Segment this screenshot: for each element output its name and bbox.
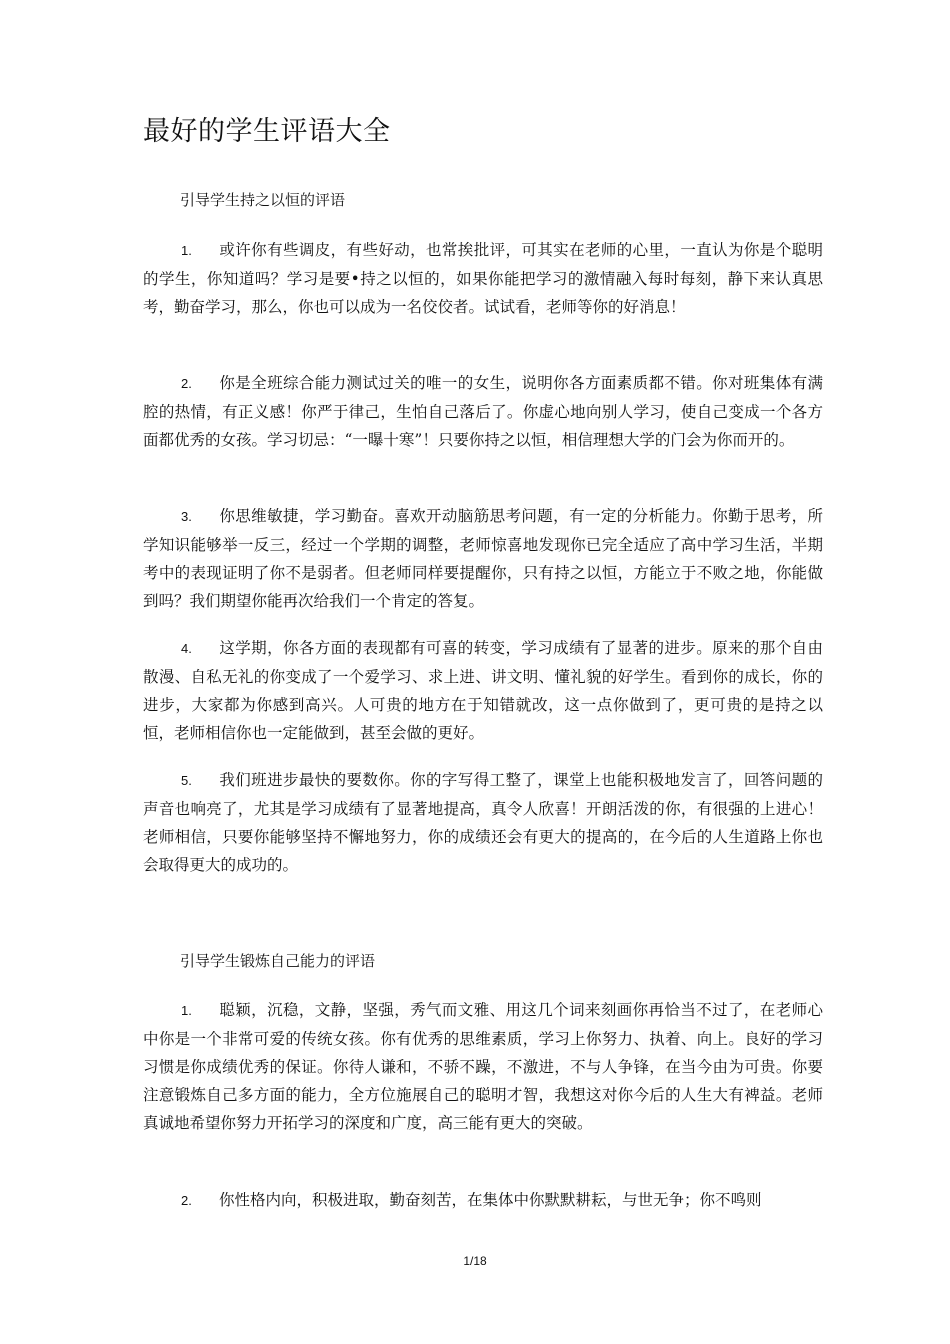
comment-paragraph: [143, 1186, 823, 1215]
comment-paragraph: [143, 502, 823, 615]
item-text: 你思维敏捷，学习勤奋。喜欢开动脑筋思考问题，有一定的分析能力。你勤于思考，所学知识能够举一反三，经过一个学期的调整，老师惊喜地发现你已完全适应了高中学习生活，半期考中的表现证明了你不是弱者。但老师同样要提醒你，只有持之以恒，方能立于不败之地，你能做到吗？我们期望你能再次给我们一个肯定的答复。: [143, 507, 823, 610]
item-text: 这学期，你各方面的表现都有可喜的转变，学习成绩有了显著的进步。原来的那个自由散漫、自私无礼的你变成了一个爱学习、求上进、讲文明、懂礼貌的好学生。看到你的成长，你的进步，大家都为你感到高兴。人可贵的地方在于知错就改，这一点你做到了，更可贵的是持之以恒，老师相信你也一定能做到，甚至会做的更好。: [143, 639, 823, 742]
comment-paragraph: [143, 236, 823, 321]
section-heading-perseverance: 引导学生持之以恒的评语: [180, 191, 346, 209]
item-number: 5.: [181, 773, 192, 788]
item-number: 2.: [181, 1193, 192, 1208]
page-number: 1/18: [463, 1254, 487, 1268]
comment-paragraph: [143, 634, 823, 747]
item-number: 1.: [181, 1003, 192, 1018]
item-number: 4.: [181, 641, 192, 656]
section-heading-ability: 引导学生锻炼自己能力的评语: [180, 952, 376, 970]
item-text: 聪颖，沉稳，文静，坚强，秀气而文雅、用这几个词来刻画你再恰当不过了，在老师心中你是一个非常可爱的传统女孩。你有优秀的思维素质，学习上你努力、执着、向上。良好的学习习惯是你成绩优秀的保证。你待人谦和，不骄不躁，不激进，不与人争锋，在当今由为可贵。你要注意锻炼自己多方面的能力，全方位施展自己的聪明才智，我想这对你今后的人生大有裨益。老师真诚地希望你努力开拓学习的深度和广度，高三能有更大的突破。: [143, 1001, 823, 1132]
comment-paragraph: [143, 996, 823, 1137]
item-number: 3.: [181, 509, 192, 524]
comment-paragraph: [143, 369, 823, 454]
comment-paragraph: [143, 766, 823, 879]
item-number: 1.: [181, 243, 192, 258]
item-text: 或许你有些调皮，有些好动，也常挨批评，可其实在老师的心里，一直认为你是个聪明的学生，你知道吗？学习是要•持之以恒的，如果你能把学习的激情融入每时每刻，静下来认真思考，勤奋学习，那么，你也可以成为一名佼佼者。试试看，老师等你的好消息！: [143, 241, 823, 316]
item-text: 你是全班综合能力测试过关的唯一的女生，说明你各方面素质都不错。你对班集体有满腔的热情，有正义感！你严于律己，生怕自己落后了。你虚心地向别人学习，使自己变成一个各方面都优秀的女孩。学习切忌：“一曝十寒”！只要你持之以恒，相信理想大学的门会为你而开的。: [143, 374, 823, 449]
item-text: 我们班进步最快的要数你。你的字写得工整了，课堂上也能积极地发言了，回答问题的声音也响亮了，尤其是学习成绩有了显著地提高，真令人欣喜！开朗活泼的你，有很强的上进心！老师相信，只要你能够坚持不懈地努力，你的成绩还会有更大的提高的，在今后的人生道路上你也会取得更大的成功的。: [143, 771, 823, 874]
item-number: 2.: [181, 376, 192, 391]
page-title: 最好的学生评语大全: [143, 116, 391, 147]
item-text: 你性格内向，积极进取，勤奋刻苦，在集体中你默默耕耘，与世无争；你不鸣则: [219, 1191, 762, 1209]
